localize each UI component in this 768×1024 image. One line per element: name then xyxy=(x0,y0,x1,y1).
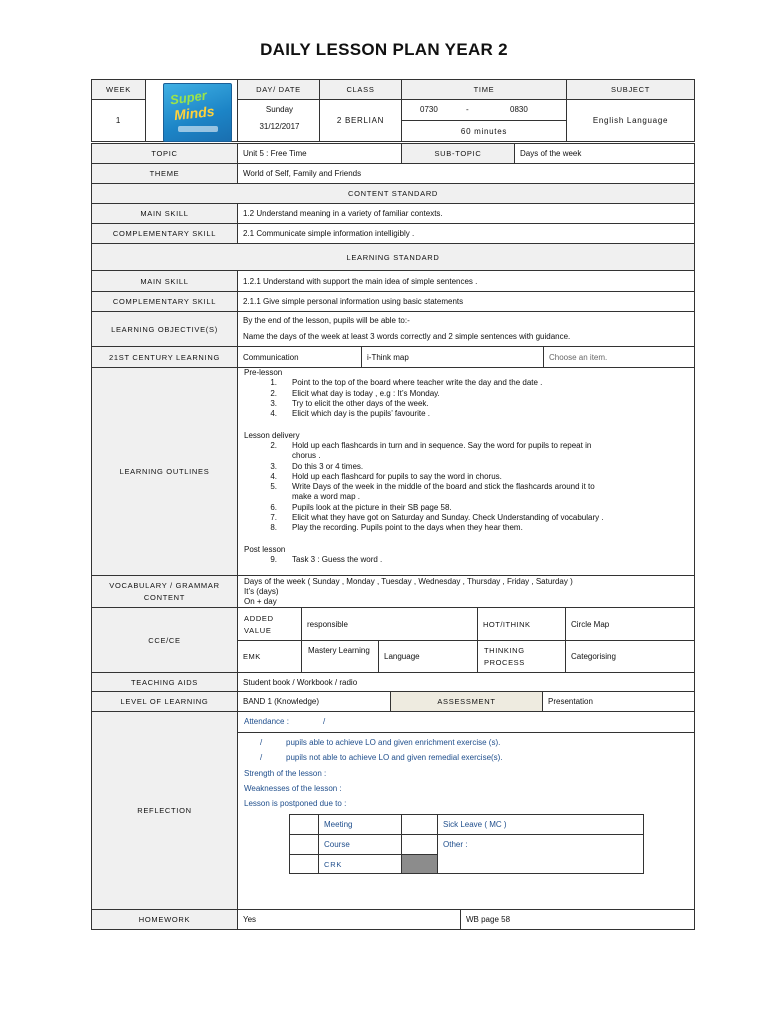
subject-value: English Language xyxy=(566,99,695,142)
time-label: TIME xyxy=(401,79,567,100)
time-end: 0830 xyxy=(510,105,528,114)
outlines-cell: Pre-lesson 1. Point to the top of the board where teacher write the day and the date . 2. Elicit what day is today , e.g : It’s Monday. 3. Try to elicit the other days of the week. 4. Elicit which day is the pupils’ favourite . Lesson delivery 2. Hold up each flashcards in turn and in sequence. Say the word for pupils to repeat in chorus . 3. Do this 3 or 4 times. 4. Hold up each flashcard for pupils to say the word in chorus. 5. Write Days of the week in the middle of the board and stick the flashcards around it to make a word map . 6. Pupils look at the picture in their SB page 58. 7. Elicit what they have got on Saturday and Sunday. Check Understanding of vocabulary . 8. Play the recording. Pupils point to the days when they hear them. Post lesson 9. Task 3 : Guess the word . xyxy=(237,367,695,576)
page-title: DAILY LESSON PLAN YEAR 2 xyxy=(260,40,508,59)
option-course: Course xyxy=(318,834,402,855)
option-other: Other : xyxy=(443,840,468,849)
vocab-line-1: Days of the week ( Sunday , Monday , Tuesday , Wednesday , Thursday , Friday , Saturday ) xyxy=(244,577,573,586)
cs-main-skill-value: 1.2 Understand meaning in a variety of familiar contexts. xyxy=(237,203,695,224)
vocab-label-cell xyxy=(91,575,238,608)
hot-label: HOT/ITHINK xyxy=(477,607,566,641)
emk-mastery-learning: Mastery Learning xyxy=(301,640,379,673)
sick-leave-checkbox[interactable] xyxy=(401,814,438,835)
century-label: 21ST CENTURY LEARNING xyxy=(91,346,238,368)
delivery-heading: Lesson delivery xyxy=(244,431,300,440)
ls-comp-skill-label: COMPLEMENTARY SKILL xyxy=(91,291,238,312)
attendance-cell xyxy=(237,711,695,733)
ls-main-skill-value: 1.2.1 Understand with support the main idea of simple sentences . xyxy=(237,270,695,292)
enrichment-line: pupils able to achieve LO and given enrichment exercise (s). xyxy=(286,738,501,747)
century-ithink-map: i-Think map xyxy=(361,346,544,368)
meeting-checkbox[interactable] xyxy=(289,814,319,835)
added-value: responsible xyxy=(301,607,478,641)
remedial-line: pupils not able to achieve LO and given remedial exercise(s). xyxy=(286,753,503,762)
thinking-process-label: THINKING PROCESS xyxy=(477,640,566,673)
level-value: BAND 1 (Knowledge) xyxy=(237,691,391,712)
century-choose-item[interactable]: Choose an item. xyxy=(543,346,695,368)
vocab-line-3: On + day xyxy=(244,597,277,606)
objectives-label: LEARNING OBJECTIVE(S) xyxy=(91,311,238,347)
emk-label: EMK xyxy=(237,640,302,673)
attendance-slash: / xyxy=(323,717,326,726)
theme-value: World of Self, Family and Friends xyxy=(237,163,695,184)
theme-label: THEME xyxy=(91,163,238,184)
class-label: CLASS xyxy=(319,79,402,100)
vocab-line-2: It’s (days) xyxy=(244,587,279,596)
outlines-label: LEARNING OUTLINES xyxy=(91,367,238,576)
assessment-label: ASSESSMENT xyxy=(390,691,543,712)
class-value: 2 BERLIAN xyxy=(319,99,402,142)
objectives-cell xyxy=(237,311,695,347)
assessment-value: Presentation xyxy=(542,691,695,712)
subtopic-value: Days of the week xyxy=(514,143,695,164)
subtopic-label: SUB-TOPIC xyxy=(401,143,515,164)
added-value-label: ADDED VALUE xyxy=(237,607,302,641)
cs-comp-skill-label: COMPLEMENTARY SKILL xyxy=(91,223,238,244)
objectives-line-1: By the end of the lesson, pupils will be able to:- xyxy=(243,316,410,325)
learning-standard-heading: LEARNING STANDARD xyxy=(91,243,695,271)
objectives-line-2: Name the days of the week at least 3 words correctly and 2 simple sentences with guidance. xyxy=(243,332,571,341)
weakness-line: Weaknesses of the lesson : xyxy=(244,784,342,793)
cs-main-skill-label: MAIN SKILL xyxy=(91,203,238,224)
teaching-aids-label: TEACHING AIDS xyxy=(91,672,238,692)
vocab-label-line-2: CONTENT xyxy=(143,593,186,602)
option-other-cell xyxy=(437,834,644,874)
century-communication: Communication xyxy=(237,346,362,368)
ls-main-skill-label: MAIN SKILL xyxy=(91,270,238,292)
emk-language: Language xyxy=(378,640,478,673)
topic-value: Unit 5 : Free Time xyxy=(237,143,402,164)
vocab-cell xyxy=(237,575,695,608)
content-standard-heading: CONTENT STANDARD xyxy=(91,183,695,204)
crk-checkbox[interactable] xyxy=(289,854,319,874)
hot-value: Circle Map xyxy=(565,607,695,641)
post-lesson-heading: Post lesson xyxy=(244,545,286,554)
strength-line: Strength of the lesson : xyxy=(244,769,327,778)
cce-label: CCE/CE xyxy=(91,607,238,673)
other-checkbox[interactable] xyxy=(401,834,438,855)
pre-lesson-heading: Pre-lesson xyxy=(244,368,283,377)
week-value: 1 xyxy=(91,99,146,142)
time-dash: - xyxy=(466,105,469,114)
day-date-cell xyxy=(237,99,320,142)
vocab-label-line-1: VOCABULARY / GRAMMAR xyxy=(109,581,220,590)
level-label: LEVEL OF LEARNING xyxy=(91,691,238,712)
course-checkbox[interactable] xyxy=(289,834,319,855)
homework-value-2: WB page 58 xyxy=(460,909,695,930)
reflection-label: REFLECTION xyxy=(91,711,238,910)
date-value: 31/12/2017 xyxy=(259,122,300,131)
thinking-process-value: Categorising xyxy=(565,640,695,673)
homework-value-1: Yes xyxy=(237,909,461,930)
week-label: WEEK xyxy=(91,79,146,100)
topic-label: TOPIC xyxy=(91,143,238,164)
homework-label: HOMEWORK xyxy=(91,909,238,930)
crk-shaded-cell xyxy=(401,854,438,874)
subject-label: SUBJECT xyxy=(566,79,695,100)
duration-value: 60 minutes xyxy=(401,120,567,142)
day-date-label: DAY/ DATE xyxy=(237,79,320,100)
option-crk: CRK xyxy=(318,854,402,874)
super-minds-book-icon: Super Minds xyxy=(163,83,232,142)
teaching-aids-value: Student book / Workbook / radio xyxy=(237,672,695,692)
enrichment-slash: / xyxy=(260,738,263,747)
cs-comp-skill-value: 2.1 Communicate simple information intelligibly . xyxy=(237,223,695,244)
attendance-label: Attendance : xyxy=(244,717,289,726)
postponed-line: Lesson is postponed due to : xyxy=(244,799,347,808)
ls-comp-skill-value: 2.1.1 Give simple personal information using basic statements xyxy=(237,291,695,312)
remedial-slash: / xyxy=(260,753,263,762)
time-start: 0730 xyxy=(420,105,438,114)
time-range-cell xyxy=(401,99,567,121)
option-meeting: Meeting xyxy=(318,814,402,835)
day-value: Sunday xyxy=(265,105,294,114)
option-sick-leave: Sick Leave ( MC ) xyxy=(437,814,644,835)
